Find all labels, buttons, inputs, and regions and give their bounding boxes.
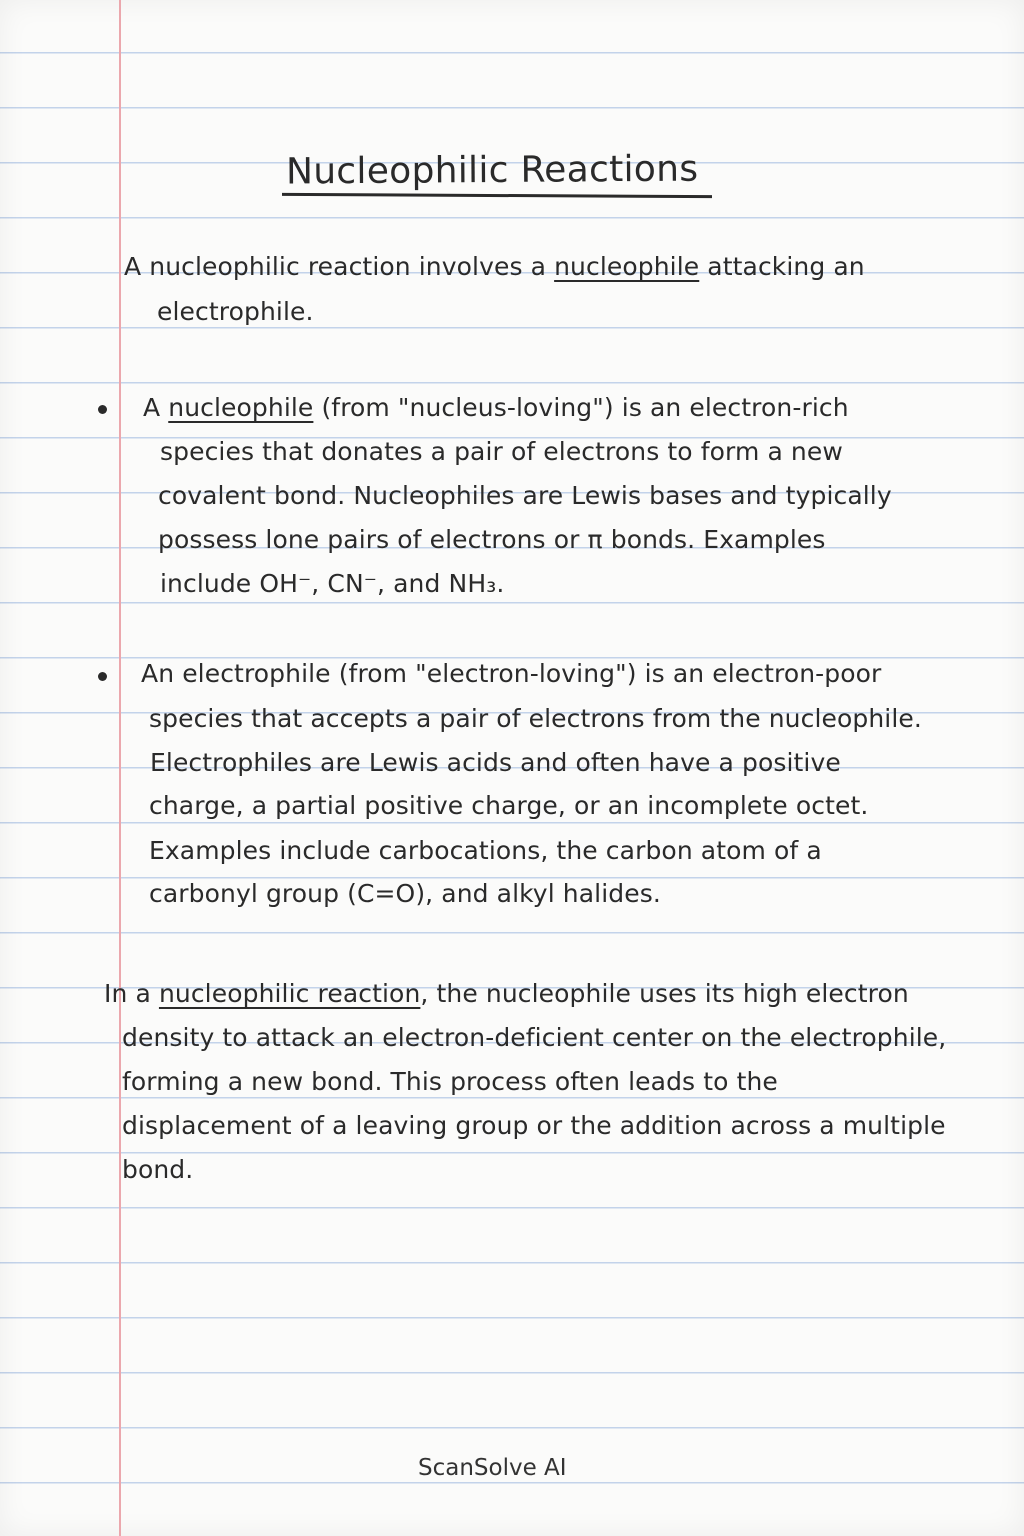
- closing-text: In a: [104, 979, 159, 1008]
- closing-line-3: forming a new bond. This process often leads to the: [122, 1067, 778, 1096]
- bullet1-line-3: covalent bond. Nucleophiles are Lewis bases and typically: [158, 481, 892, 510]
- bullet1-underlined-term: nucleophile: [168, 393, 314, 422]
- closing-line-1: [104, 979, 909, 1008]
- bullet2-line-2: species that accepts a pair of electrons from the nucleophile.: [149, 704, 922, 733]
- intro-text: attacking an: [699, 252, 865, 281]
- bullet1-line-2: species that donates a pair of electrons to form a new: [160, 437, 843, 466]
- intro-line-2: electrophile.: [157, 297, 314, 326]
- title-underline: [282, 193, 712, 198]
- closing-underlined-term: nucleophilic reaction: [158, 979, 421, 1008]
- bullet-dot: [98, 405, 107, 414]
- bullet2-line-5: Examples include carbocations, the carbon atom of a: [149, 836, 822, 865]
- intro-text: A nucleophilic reaction involves a: [124, 252, 555, 281]
- closing-line-4: displacement of a leaving group or the addition across a multiple: [122, 1111, 946, 1140]
- page-title: Nucleophilic Reactions: [285, 148, 699, 193]
- closing-text: , the nucleophile uses its high electron: [420, 979, 909, 1008]
- bullet1-text: (from "nucleus-loving") is an electron-rich: [313, 393, 849, 422]
- intro-underlined-term: nucleophile: [554, 252, 700, 281]
- closing-line-2: density to attack an electron-deficient center on the electrophile,: [122, 1023, 947, 1052]
- margin-line: [119, 0, 121, 1536]
- footer-watermark: ScanSolve AI: [418, 1455, 567, 1481]
- bullet1-line-5: include OH⁻, CN⁻, and NH₃.: [160, 569, 505, 598]
- bullet2-line-4: charge, a partial positive charge, or an incomplete octet.: [149, 791, 869, 820]
- bullet1-line-1: [143, 393, 849, 422]
- bullet2-line-3: Electrophiles are Lewis acids and often have a positive: [150, 748, 841, 777]
- intro-line-1: [124, 252, 865, 281]
- bullet2-line-6: carbonyl group (C=O), and alkyl halides.: [149, 879, 661, 908]
- bullet-dot: [98, 672, 107, 681]
- bullet1-text: A: [143, 393, 169, 422]
- closing-line-5: bond.: [122, 1155, 194, 1184]
- bullet1-line-4: possess lone pairs of electrons or π bonds. Examples: [158, 525, 826, 554]
- bullet2-line-1: An electrophile (from "electron-loving") is an electron-poor: [141, 659, 882, 688]
